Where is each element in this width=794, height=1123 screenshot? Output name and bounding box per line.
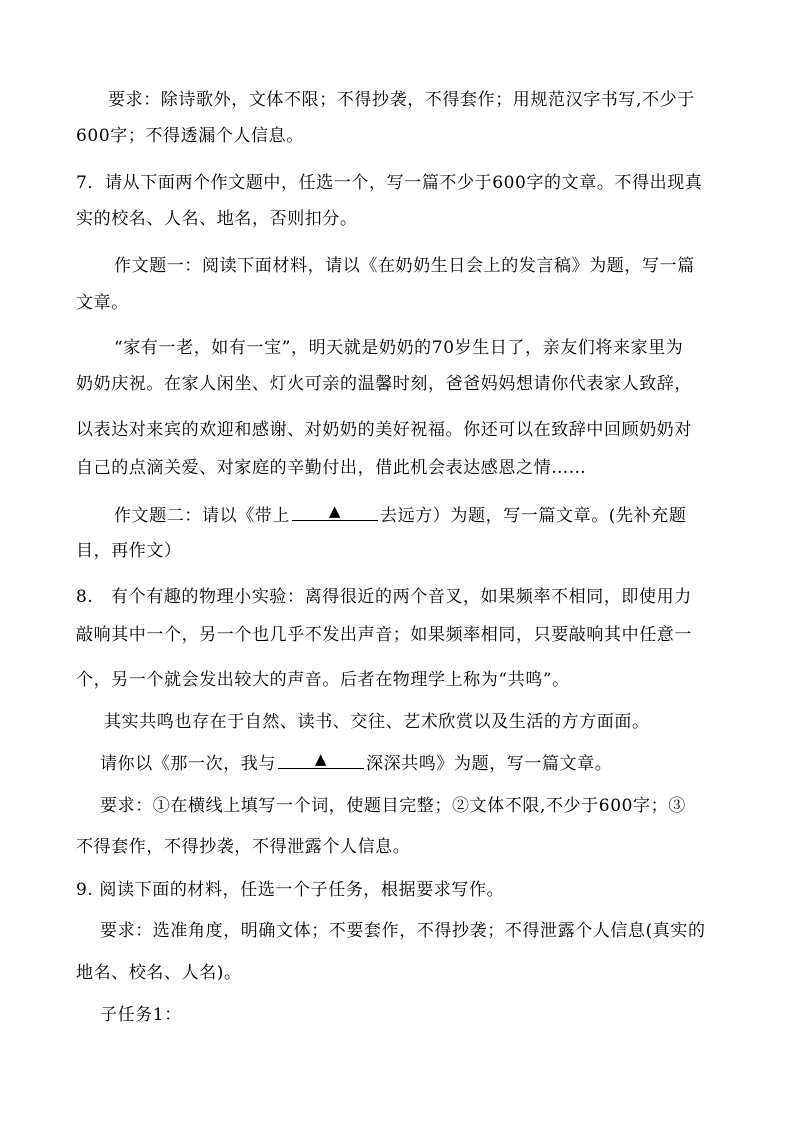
triangle-icon: ▲ [328, 502, 342, 520]
requirements-line: 要求：选准角度，明确文体；不要套作，不得抄袭；不得泄露个人信息(真实的 [100, 921, 706, 941]
paragraph-line: 文章。 [76, 293, 129, 313]
paragraph-line: 地名、校名、人名)。 [76, 963, 242, 983]
essay-topic-2-line [114, 504, 686, 527]
paragraph-line: 不得套作，不得抄袭，不得泄露个人信息。 [76, 837, 411, 857]
paragraph-line: 要求：除诗歌外，文体不限；不得抄袭，不得套作；用规范汉字书写,不少于 [108, 90, 695, 110]
essay-prompt-line [100, 752, 612, 775]
fill-in-blank [278, 752, 364, 769]
paragraph-line: 敲响其中一个，另一个也几乎不发出声音；如果频率相同，只要敲响其中任意一 [76, 625, 692, 645]
question-7-line: 7．请从下面两个作文题中，任选一个，写一篇不少于600字的文章。不得出现真 [76, 173, 703, 193]
text-segment: 请你以《那一次，我与 [100, 754, 276, 774]
text-segment: 作文题二：请以《带上 [114, 506, 290, 526]
question-8-line: 8. 有个有趣的物理小实验：离得很近的两个音叉，如果频率不相同，即使用力 [76, 587, 692, 607]
material-paragraph-line: 奶奶庆祝。在家人闲坐、灯火可亲的温馨时刻，爸爸妈妈想请你代表家人致辞， [76, 374, 692, 394]
subtask-label: 子任务1： [100, 1005, 182, 1025]
text-segment: 去远方）为题，写一篇文章。(先补充题 [380, 506, 687, 526]
paragraph-line: 目，再作文） [76, 541, 182, 561]
text-segment: 深深共鸣》为题，写一篇文章。 [366, 754, 613, 774]
essay-topic-1-line: 作文题一：阅读下面材料，请以《在奶奶生日会上的发言稿》为题，写一篇 [114, 256, 695, 276]
triangle-icon: ▲ [314, 750, 328, 768]
paragraph-line: 实的校名、人名、地名，否则扣分。 [76, 209, 358, 229]
paragraph-line: 600字；不得透漏个人信息。 [76, 126, 304, 146]
question-9-line: 9. 阅读下面的材料，任选一个子任务，根据要求写作。 [76, 880, 505, 900]
fill-in-blank [292, 504, 378, 521]
material-paragraph-line: 以表达对来宾的欢迎和感谢、对奶奶的美好祝福。你还可以在致辞中回顾奶奶对 [76, 420, 692, 440]
paragraph-line: 其实共鸣也存在于自然、读书、交往、艺术欣赏以及生活的方方面面。 [104, 712, 650, 732]
material-paragraph-line: “家有一老，如有一宝”，明天就是奶奶的70岁生日了，亲友们将来家里为 [114, 338, 684, 358]
requirements-line: 要求：①在横线上填写一个词，使题目完整；②文体不限,不少于600字；③ [100, 796, 686, 816]
paragraph-line: 个，另一个就会发出较大的声音。后者在物理学上称为“共鸣”。 [76, 670, 570, 690]
material-paragraph-line: 自己的点滴关爱、对家庭的辛勤付出，借此机会表达感恩之情…… [76, 458, 587, 478]
